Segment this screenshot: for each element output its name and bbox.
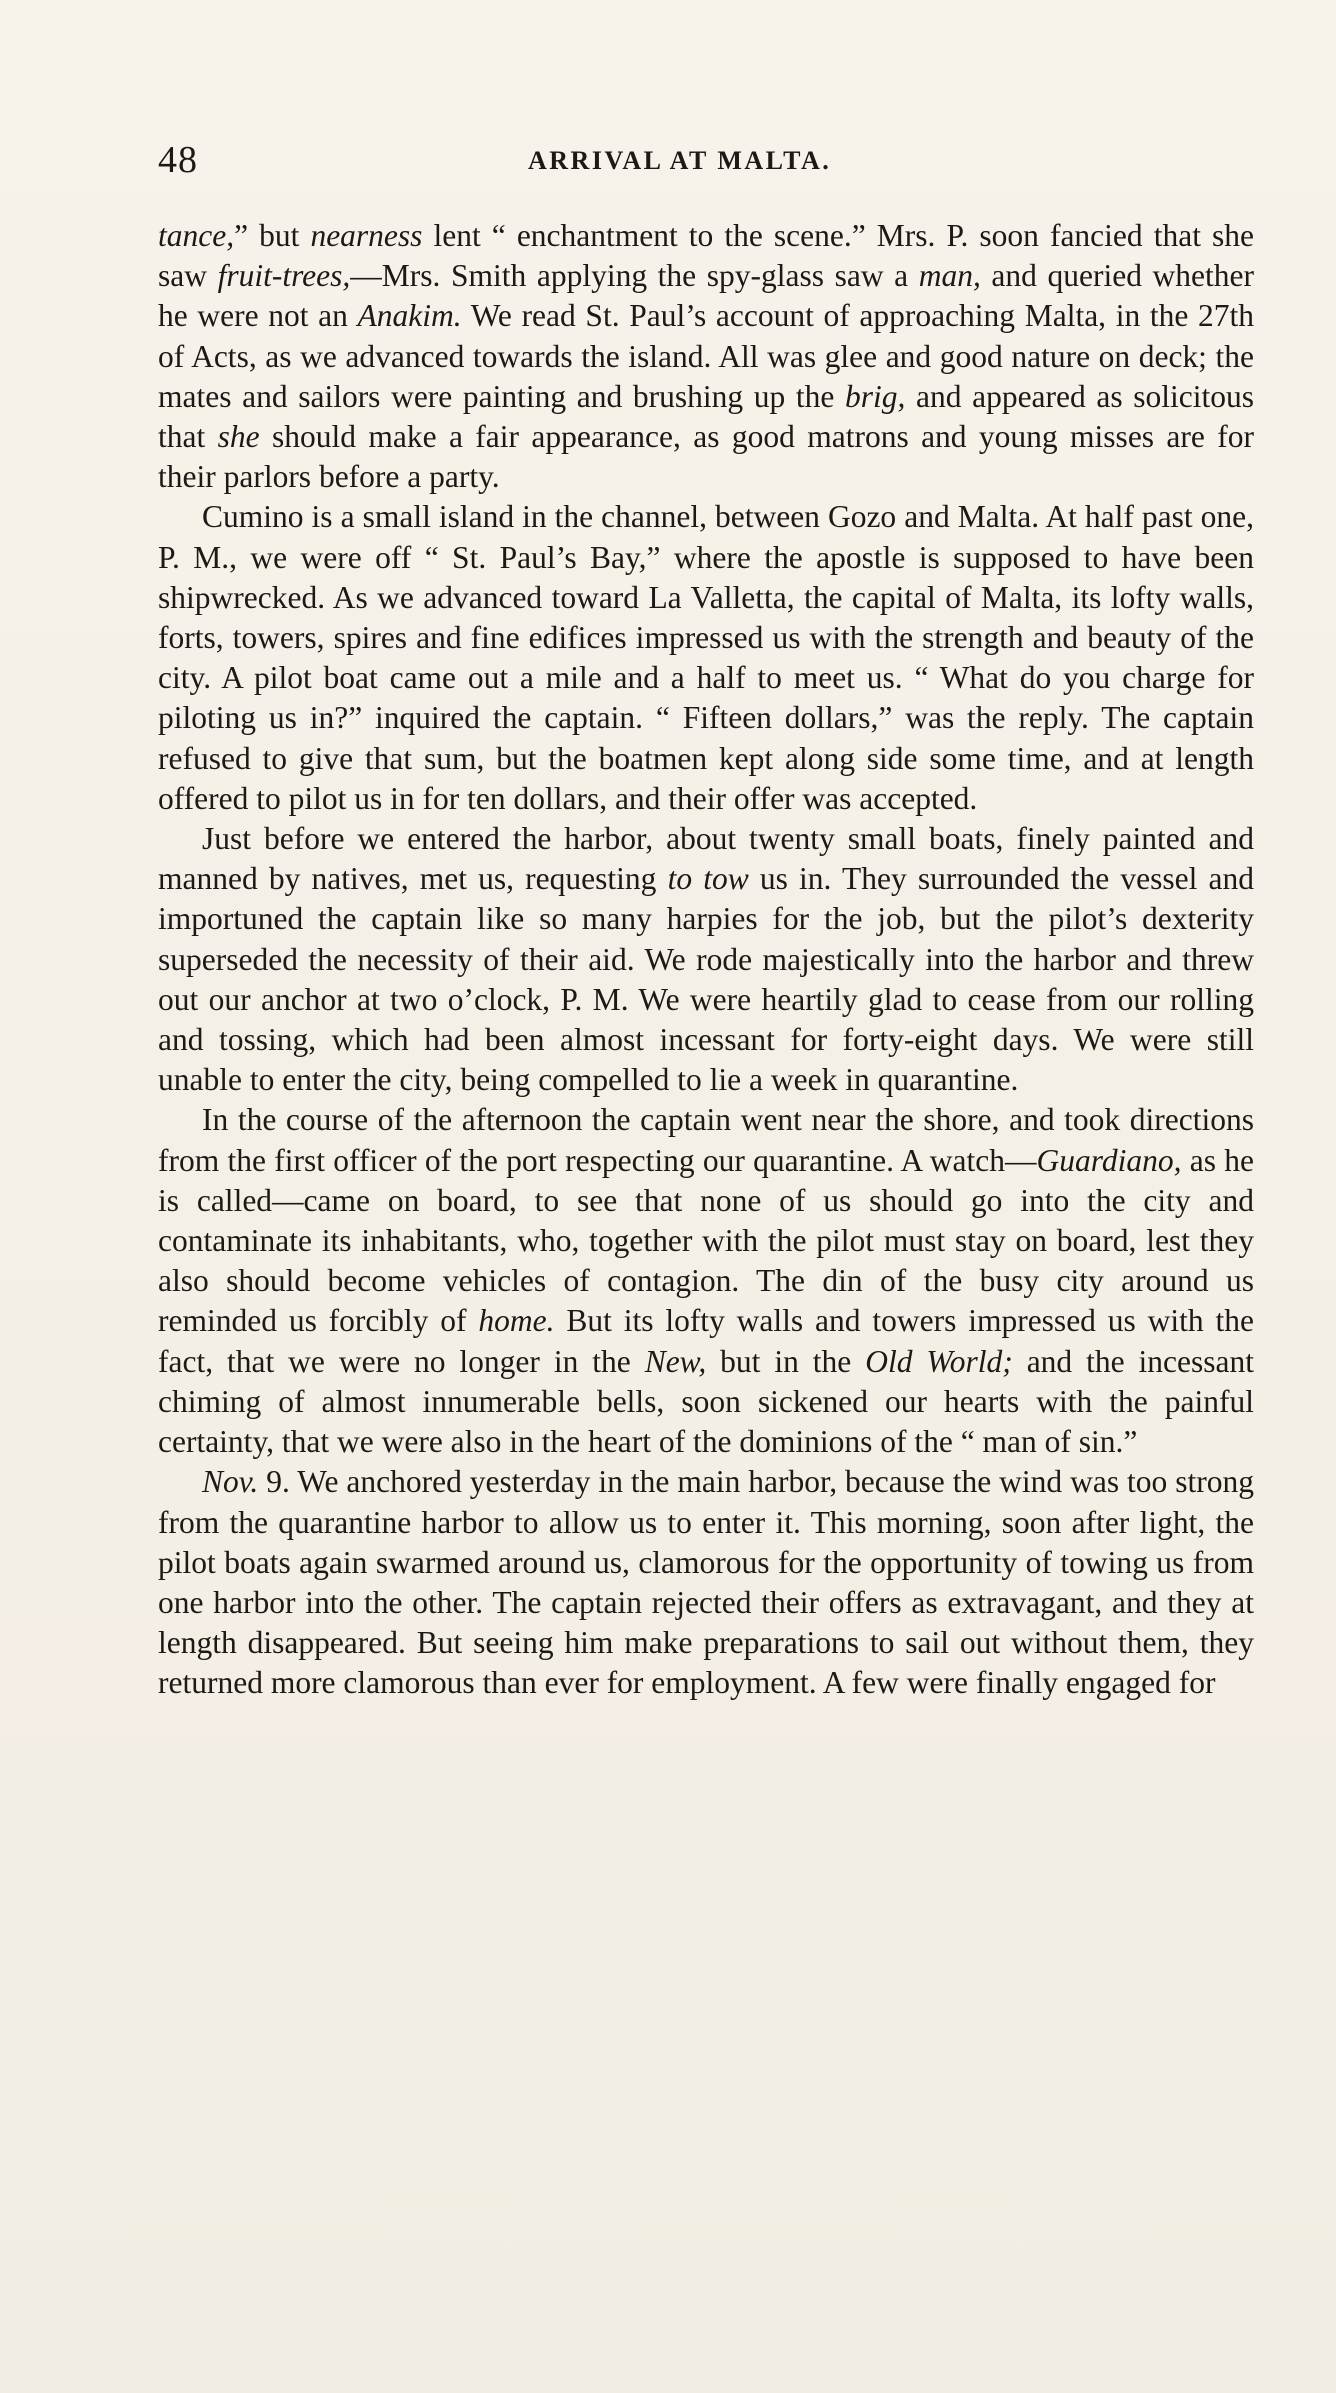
text-run: and queried whether he were not an [158, 258, 1254, 334]
paragraph [158, 497, 1254, 819]
italic-text: fruit-trees, [217, 258, 351, 294]
running-head: ARRIVAL AT MALTA. [528, 146, 832, 175]
text-run: But its lofty walls and towers impressed us with the fact, that we were no longer in the [158, 1303, 1254, 1379]
text-run: —Mrs. Smith applying the spy-glass saw a [350, 258, 919, 294]
text-run: but in the [706, 1343, 866, 1379]
italic-text: brig, [844, 378, 906, 414]
italic-text: to tow [667, 861, 749, 897]
text-run: should make a fair appearance, as good matrons and young misses are for their parlors before a party. [158, 419, 1254, 495]
text-run: ” but [234, 218, 311, 253]
text-run: and the incessant chiming of almost innumerable bells, soon sickened our hearts with the painful certainty, that we were also in the heart of the dominions of the “ man of sin.” [158, 1343, 1254, 1460]
italic-text: home. [478, 1303, 555, 1339]
italic-text: Old World; [865, 1343, 1013, 1379]
italic-text: New, [644, 1343, 707, 1379]
italic-text: nearness [310, 218, 423, 253]
page-header [158, 140, 1258, 180]
italic-text: Guardiano, [1036, 1142, 1182, 1178]
body-text [158, 216, 1254, 1704]
paragraph [158, 1462, 1254, 1703]
text-run: Cumino is a small island in the channel, between Gozo and Malta. At half past one, P. M., we were off “ St. Paul’s Bay,” where the apostle is supposed to have been shipwrecked. As we advanced toward La Valletta, the capital of Malta, its lofty walls, forts, towers, spires and fine edifices impressed us with the strength and beauty of the city. A pilot boat came out a mile and a half to meet us. “ What do you charge for piloting us in?” inquired the captain. “ Fifteen dollars,” was the reply. The captain refused to give that sum, but the boatmen kept along side some time, and at length offered to pilot us in for ten dollars, and their offer was accepted. [158, 499, 1254, 816]
italic-text: she [217, 419, 260, 455]
text-run: lent “ enchantment to the scene.” Mrs. P. soon fancied that she saw [158, 218, 1254, 294]
paragraph [158, 1100, 1254, 1462]
paragraph [158, 216, 1254, 497]
paragraph [158, 819, 1254, 1100]
text-run: as he is called—came on board, to see that none of us should go into the city and contaminate its inhabitants, who, together with the pilot must stay on board, lest they also should become vehicles of contagion. The din of the busy city around us reminded us forcibly of [158, 1142, 1254, 1339]
text-run: In the course of the afternoon the captain went near the shore, and took directions from the first officer of the port respecting our quarantine. A watch— [158, 1102, 1254, 1178]
italic-text: tance, [158, 218, 235, 253]
italic-text: Nov. [202, 1464, 259, 1500]
text-run: We read St. Paul’s account of approaching Malta, in the 27th of Acts, as we advanced towards the island. All was glee and good nature on deck; the mates and sailors were painting and brushing up the [158, 298, 1254, 414]
text-run: Just before we entered the harbor, about twenty small boats, finely painted and manned by natives, met us, requesting [158, 821, 1254, 897]
text-run: and appeared as solicitous that [158, 378, 1254, 455]
text-run: us in. They surrounded the vessel and importuned the captain like so many harpies for the job, but the pilot’s dexterity superseded the necessity of their aid. We rode majestically into the harbor and threw out our anchor at two o’clock, P. M. We were heartily glad to cease from our rolling and tossing, which had been almost incessant for forty-eight days. We were still unable to enter the city, being compelled to lie a week in quarantine. [158, 861, 1254, 1098]
page-number: 48 [158, 139, 198, 181]
italic-text: man, [918, 258, 981, 294]
text-run: 9. We anchored yesterday in the main harbor, because the wind was too strong from the quarantine harbor to allow us to enter it. This morning, soon after light, the pilot boats again swarmed around us, clamorous for the opportunity of towing us from one harbor into the other. The captain rejected their offers as extravagant, and they at length disappeared. But seeing him make preparations to sail out without them, they returned more clamorous than ever for employment. A few were finally engaged for [158, 1464, 1254, 1701]
italic-text: Anakim. [357, 298, 462, 334]
